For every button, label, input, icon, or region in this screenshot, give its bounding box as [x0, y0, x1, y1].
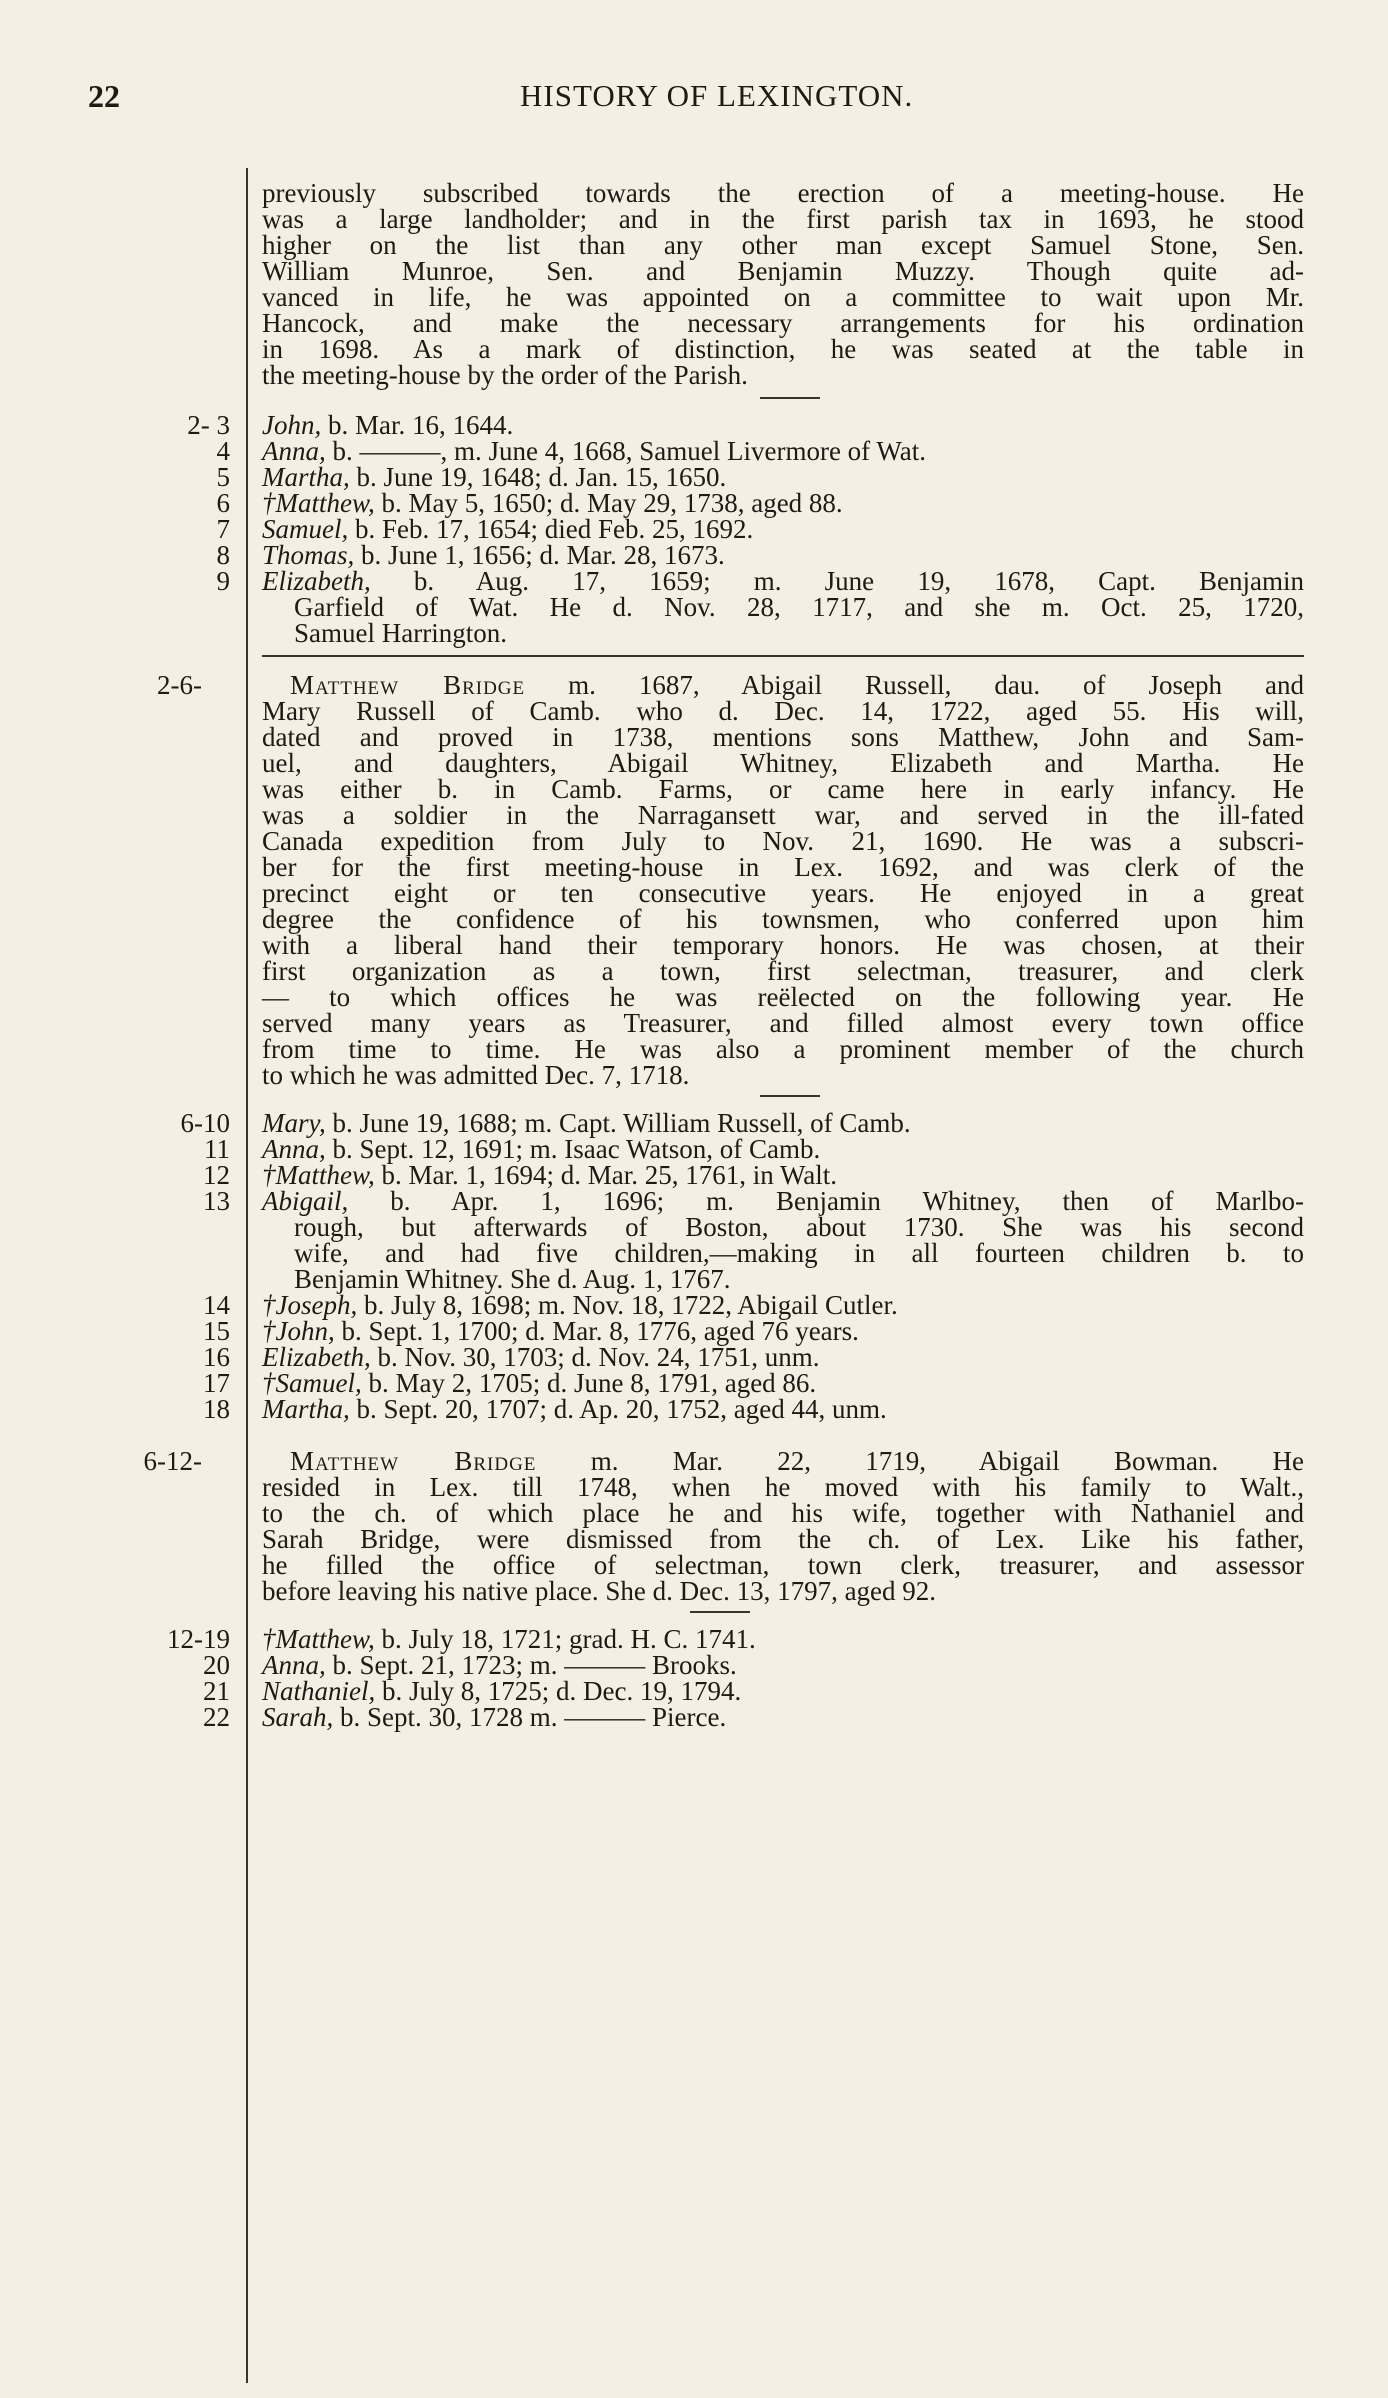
text-line: Mary Russell of Camb. who d. Dec. 14, 1722, aged 55. His will, [262, 696, 1304, 726]
child-number: 12 [203, 1160, 230, 1190]
child-number: 4 [216, 436, 230, 466]
text-line: from time to time. He was also a prominent member of the church [262, 1034, 1304, 1064]
child-details: b. July 18, 1721; grad. H. C. 1741. [374, 1624, 756, 1654]
text-line: previously subscribed towards the erection of a meeting-house. He [262, 178, 1304, 208]
child-number: 6-10 [180, 1108, 230, 1138]
text-line: the meeting-house by the order of the Parish. [262, 360, 748, 390]
page-number: 22 [88, 78, 120, 114]
child-name: Mary, [262, 1108, 326, 1138]
child-number: 20 [203, 1650, 230, 1680]
child-number: 18 [203, 1394, 230, 1424]
child-number: 8 [216, 540, 230, 570]
child-details: b. Apr. 1, 1696; m. Benjamin Whitney, then of Marlbo- [348, 1186, 1304, 1216]
text-line: Garfield of Wat. He d. Nov. 28, 1717, and she m. Oct. 25, 1720, [294, 592, 1304, 622]
child-number: 16 [203, 1342, 230, 1372]
text-line: vanced in life, he was appointed on a committee to wait upon Mr. [262, 282, 1304, 312]
child-details: b. June 1, 1656; d. Mar. 28, 1673. [354, 540, 725, 570]
child-name: †Samuel, [262, 1368, 362, 1398]
head-name: Matthew Bridge [290, 670, 526, 700]
text-line: higher on the list than any other man except Samuel Stone, Sen. [262, 230, 1304, 260]
generation-number: 2-6- [157, 670, 202, 700]
child-name: Samuel, [262, 514, 349, 544]
margin-rule [246, 168, 248, 2383]
text-line: Samuel Harrington. [294, 618, 507, 648]
child-details: b. Nov. 30, 1703; d. Nov. 24, 1751, unm. [370, 1342, 820, 1372]
child-details: b. Sept. 12, 1691; m. Isaac Watson, of Camb. [325, 1134, 821, 1164]
section-rule [760, 397, 820, 399]
child-name: Thomas, [262, 540, 355, 570]
text-line: Hancock, and make the necessary arrangements for his ordination [262, 308, 1304, 338]
child-name: John, [262, 410, 322, 440]
text-line: before leaving his native place. She d. Dec. 13, 1797, aged 92. [262, 1576, 937, 1606]
child-details: b. May 2, 1705; d. June 8, 1791, aged 86. [361, 1368, 817, 1398]
generation-number: 6-12- [143, 1446, 202, 1476]
child-details: b. May 5, 1650; d. May 29, 1738, aged 88. [374, 488, 843, 518]
child-details: b. Mar. 1, 1694; d. Mar. 25, 1761, in Walt. [374, 1160, 838, 1190]
child-number: 2- 3 [187, 410, 230, 440]
child-details: b. ———, m. June 4, 1668, Samuel Livermore of Wat. [325, 436, 926, 466]
child-number: 5 [216, 462, 230, 492]
child-name: Anna, [262, 436, 326, 466]
text-line: Sarah Bridge, were dismissed from the ch. of Lex. Like his father, [262, 1524, 1304, 1554]
text-line: rough, but afterwards of Boston, about 1730. She was his second [294, 1212, 1304, 1242]
text-line: dated and proved in 1738, mentions sons Matthew, John and Sam- [262, 722, 1304, 752]
text-line: served many years as Treasurer, and filled almost every town office [262, 1008, 1304, 1038]
child-name: Elizabeth, [262, 566, 371, 596]
child-number: 12-19 [167, 1624, 230, 1654]
text-line: first organization as a town, first selectman, treasurer, and clerk [262, 956, 1304, 986]
text-line: was a soldier in the Narragansett war, and served in the ill-fated [262, 800, 1304, 830]
text-fragment: m. 1687, Abigail Russell, dau. of Joseph and [525, 670, 1304, 700]
child-details: b. June 19, 1648; d. Jan. 15, 1650. [349, 462, 727, 492]
child-name: Anna, [262, 1134, 326, 1164]
text-line: to the ch. of which place he and his wife, together with Nathaniel and [262, 1498, 1304, 1528]
text-line: ber for the first meeting-house in Lex. 1692, and was clerk of the [262, 852, 1304, 882]
text-line: Canada expedition from July to Nov. 21, 1690. He was a subscri- [262, 826, 1304, 856]
section-rule [690, 1611, 750, 1613]
child-name: Sarah, [262, 1702, 334, 1732]
child-name: Elizabeth, [262, 1342, 371, 1372]
child-details: b. Sept. 30, 1728 m. ——— Pierce. [333, 1702, 727, 1732]
text-line: Benjamin Whitney. She d. Aug. 1, 1767. [294, 1264, 731, 1294]
child-details: b. Feb. 17, 1654; died Feb. 25, 1692. [348, 514, 754, 544]
text-line: was a large landholder; and in the first parish tax in 1693, he stood [262, 204, 1304, 234]
child-details: b. July 8, 1725; d. Dec. 19, 1794. [375, 1676, 742, 1706]
text-line: degree the confidence of his townsmen, who conferred upon him [262, 904, 1304, 934]
child-name: †Matthew, [262, 1624, 375, 1654]
child-number: 6 [216, 488, 230, 518]
text-line: William Munroe, Sen. and Benjamin Muzzy. Though quite ad- [262, 256, 1304, 286]
child-name: Abigail, [262, 1186, 349, 1216]
child-details: b. Mar. 16, 1644. [321, 410, 514, 440]
child-name: †Joseph, [262, 1290, 358, 1320]
child-details: b. July 8, 1698; m. Nov. 18, 1722, Abigail Cutler. [357, 1290, 898, 1320]
child-name: †Matthew, [262, 1160, 375, 1190]
child-details: b. June 19, 1688; m. Capt. William Russell, of Camb. [325, 1108, 911, 1138]
text-line: uel, and daughters, Abigail Whitney, Elizabeth and Martha. He [262, 748, 1304, 778]
child-name: †Matthew, [262, 488, 375, 518]
text-line: wife, and had five children,—making in all fourteen children b. to [294, 1238, 1304, 1268]
section-rule [262, 655, 1304, 657]
child-number: 11 [204, 1134, 230, 1164]
child-number: 13 [203, 1186, 230, 1216]
page-header [0, 78, 1388, 128]
child-number: 17 [203, 1368, 230, 1398]
text-line: precinct eight or ten consecutive years. He enjoyed in a great [262, 878, 1304, 908]
child-name: Martha, [262, 462, 350, 492]
child-details: b. Aug. 17, 1659; m. June 19, 1678, Capt. Benjamin [370, 566, 1304, 596]
child-number: 15 [203, 1316, 230, 1346]
text-line: was either b. in Camb. Farms, or came here in early infancy. He [262, 774, 1304, 804]
child-name: †John, [262, 1316, 335, 1346]
text-fragment: m. Mar. 22, 1719, Abigail Bowman. He [536, 1446, 1304, 1476]
child-name: Martha, [262, 1394, 350, 1424]
child-name: Nathaniel, [262, 1676, 376, 1706]
section-rule [760, 1095, 820, 1097]
text-line: in 1698. As a mark of distinction, he was seated at the table in [262, 334, 1304, 364]
child-details: b. Sept. 1, 1700; d. Mar. 8, 1776, aged 76 years. [334, 1316, 859, 1346]
running-head: HISTORY OF LEXINGTON. [520, 78, 914, 113]
child-number: 22 [203, 1702, 230, 1732]
text-line: to which he was admitted Dec. 7, 1718. [262, 1060, 690, 1090]
text-line: he filled the office of selectman, town clerk, treasurer, and assessor [262, 1550, 1304, 1580]
text-line: resided in Lex. till 1748, when he moved with his family to Walt., [262, 1472, 1304, 1502]
child-number: 14 [203, 1290, 230, 1320]
child-number: 21 [203, 1676, 230, 1706]
text-line: — to which offices he was reëlected on the following year. He [262, 982, 1304, 1012]
child-details: b. Sept. 21, 1723; m. ——— Brooks. [325, 1650, 737, 1680]
head-name: Matthew Bridge [290, 1446, 537, 1476]
child-name: Anna, [262, 1650, 326, 1680]
child-number: 7 [216, 514, 230, 544]
child-number: 9 [216, 566, 230, 596]
text-line: with a liberal hand their temporary honors. He was chosen, at their [262, 930, 1304, 960]
child-details: b. Sept. 20, 1707; d. Ap. 20, 1752, aged 44, unm. [349, 1394, 887, 1424]
